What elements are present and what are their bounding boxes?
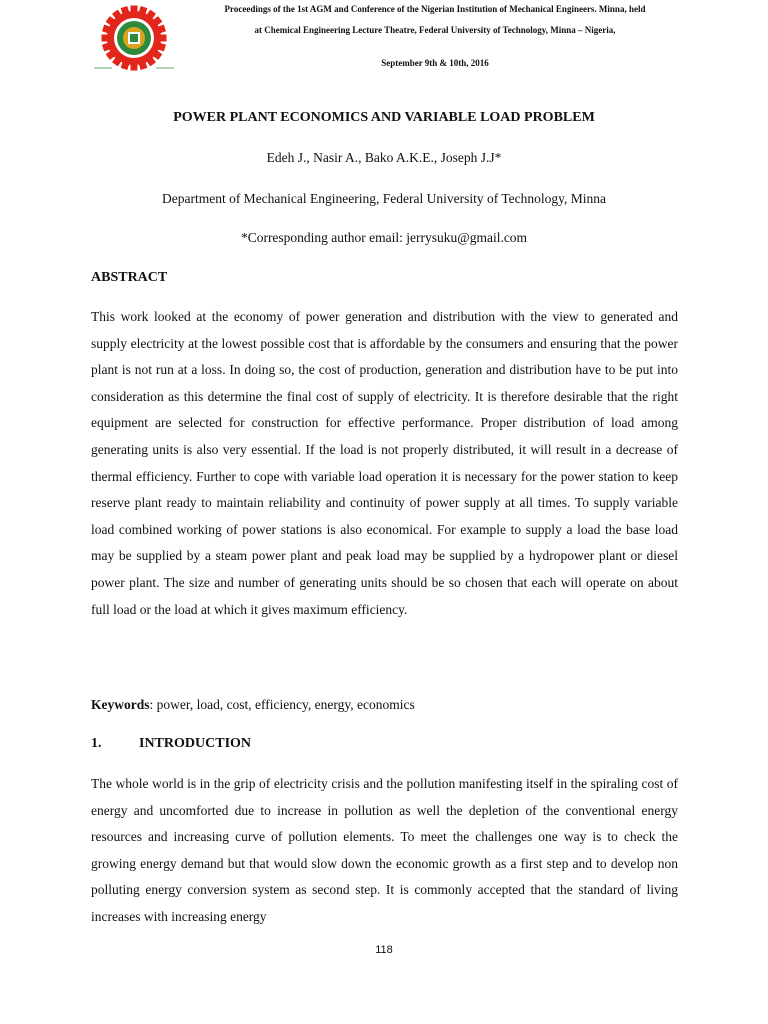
keywords-list: : power, load, cost, efficiency, energy, economics (149, 697, 415, 712)
conference-header-line-1: Proceedings of the 1st AGM and Conference of the Nigerian Institution of Mechanical Engineers. Minna, held (224, 4, 646, 14)
introduction-heading (91, 736, 251, 752)
paper-authors: Edeh J., Nasir A., Bako A.K.E., Joseph J.J* (266, 150, 502, 165)
conference-header-line-2: at Chemical Engineering Lecture Theatre, Federal University of Technology, Minna – Nigeria, (254, 25, 616, 35)
abstract-heading: ABSTRACT (91, 270, 168, 285)
conference-date: September 9th & 10th, 2016 (381, 58, 489, 68)
section-number: 1. (91, 736, 102, 751)
paper-title: POWER PLANT ECONOMICS AND VARIABLE LOAD PROBLEM (173, 110, 595, 125)
paper-affiliation: Department of Mechanical Engineering, Federal University of Technology, Minna (161, 191, 607, 206)
introduction-text: The whole world is in the grip of electricity crisis and the pollution manifesting itself in the spiraling cost of energy and uncomforted due to increase in pollution as well the depletion of the conventional energy resources and increasing curve of pollution elements. To meet the challenges one way is to check the growing energy demand but that would slow down the economic growth as a first step and to develop non polluting energy conversion system as second step. It is commonly accepted that the standard of living increases with increasing energy (91, 776, 678, 924)
page-number: 118 (375, 944, 393, 956)
keywords-label: Keywords (91, 697, 150, 712)
keywords-line (91, 697, 415, 713)
section-title: INTRODUCTION (139, 736, 252, 751)
institution-logo-icon (92, 4, 176, 72)
abstract-text: This work looked at the economy of power generation and distribution with the view to generated and supply electricity at the lowest possible cost that is affordable by the consumers and ensuring that the power plant is not run at a loss. In doing so, the cost of production, generation and distribution have to be put into consideration as this determine the final cost of supply of electricity. It is therefore desirable that the right equipment are selected for construction for effective performance. Proper distribution of load among generating units is also very essential. If the load is not properly distributed, it will result in a decrease of thermal efficiency. Further to cope with variable load operation it is necessary for the power station to keep reserve plant ready to maintain reliability and continuity of power supply at all times. To supply variable load combined working of power stations is also economical. For example to supply a load the base load may be supplied by a steam power plant and peak load may be supplied by a hydropower plant or diesel power plant. The size and number of generating units should be so chosen that each will operate on about full load or the load at which it gives maximum efficiency. (91, 309, 678, 617)
corresponding-author-email: *Corresponding author email: jerrysuku@gmail.com (240, 230, 528, 245)
